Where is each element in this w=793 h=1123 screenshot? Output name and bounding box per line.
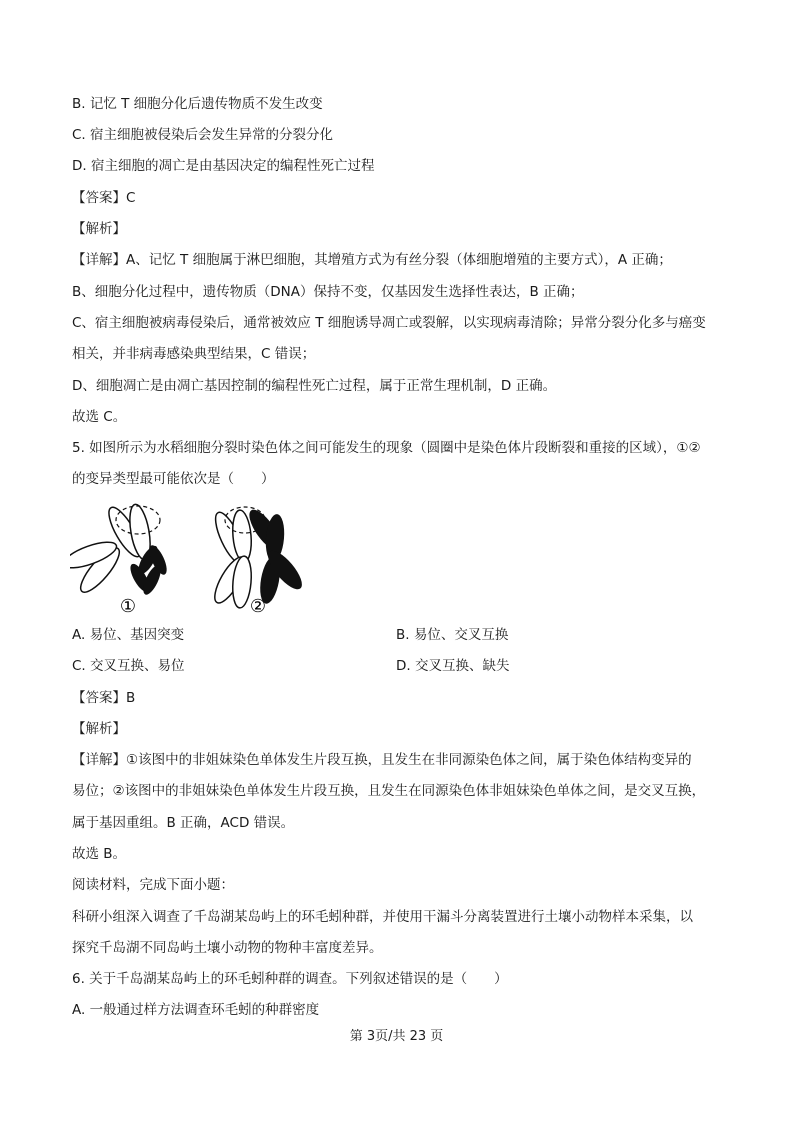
material-1: 科研小组深入调查了千岛湖某岛屿上的环毛蚓种群，并使用干漏斗分离装置进行土壤小动物样本采集，以 — [72, 909, 693, 925]
detail-2-a: 【详解】①该图中的非姐妹染色单体发生片段互换，且发生在非同源染色体之间，属于染色体结构变异的 — [72, 752, 692, 768]
question-5-cont: 的变异类型最可能依次是（ ） — [72, 471, 275, 487]
option-a: A. 易位、基因突变 — [72, 627, 185, 643]
material-2: 探究千岛湖不同岛屿土壤小动物的物种丰富度差异。 — [72, 940, 383, 956]
line-b: B. 记忆 T 细胞分化后遗传物质不发生改变 — [72, 96, 323, 112]
option-d: D. 交叉互换、缺失 — [396, 658, 510, 674]
question-5: 5. 如图所示为水稻细胞分裂时染色体之间可能发生的现象（圆圈中是染色体片段断裂和重接的区域），①② — [72, 440, 701, 456]
detail-2-c: 属于基因重组。B 正确，ACD 错误。 — [72, 815, 295, 831]
figure-label-2: ② — [249, 596, 267, 617]
reading-intro: 阅读材料，完成下面小题： — [72, 877, 234, 893]
option-b: B. 易位、交叉互换 — [396, 627, 509, 643]
detail-1-d: D、细胞凋亡是由凋亡基因控制的编程性死亡过程，属于正常生理机制，D 正确。 — [72, 378, 557, 394]
choice-1: 故选 C。 — [72, 409, 127, 425]
detail-1-b: B、细胞分化过程中，遗传物质（DNA）保持不变，仅基因发生选择性表达，B 正确； — [72, 284, 584, 300]
detail-1-a: 【详解】A、记忆 T 细胞属于淋巴细胞，其增殖方式为有丝分裂（体细胞增殖的主要方式），A 正确； — [72, 252, 672, 268]
answer-2: 【答案】B — [72, 690, 136, 706]
page-footer: 第 3页/共 23 页 — [349, 1029, 444, 1044]
answer-1: 【答案】C — [72, 190, 136, 206]
detail-1-c2: 相关，并非病毒感染典型结果，C 错误； — [72, 346, 316, 362]
detail-1-c: C、宿主细胞被病毒侵染后，通常被效应 T 细胞诱导凋亡或裂解，以实现病毒清除；异常分裂分化多与癌变 — [72, 315, 706, 331]
chromosome-pair-2 — [209, 505, 307, 609]
analysis-1: 【解析】 — [72, 221, 126, 237]
chromosome-pair-1 — [70, 503, 170, 597]
option-c: C. 交叉互换、易位 — [72, 658, 185, 674]
detail-2-b: 易位；②该图中的非姐妹染色单体发生片段互换，且发生在同源染色体非姐妹染色单体之间，是交叉互换， — [72, 783, 706, 799]
chromosome-figure — [70, 500, 330, 622]
question-6: 6. 关于千岛湖某岛屿上的环毛蚓种群的调查。下列叙述错误的是（ ） — [72, 971, 508, 987]
choice-2: 故选 B。 — [72, 846, 127, 862]
question-6-option-a: A. 一般通过样方法调查环毛蚓的种群密度 — [72, 1002, 320, 1018]
analysis-2: 【解析】 — [72, 721, 126, 737]
line-d: D. 宿主细胞的凋亡是由基因决定的编程性死亡过程 — [72, 158, 375, 174]
figure-label-1: ① — [119, 596, 137, 617]
line-c: C. 宿主细胞被侵染后会发生异常的分裂分化 — [72, 127, 334, 143]
